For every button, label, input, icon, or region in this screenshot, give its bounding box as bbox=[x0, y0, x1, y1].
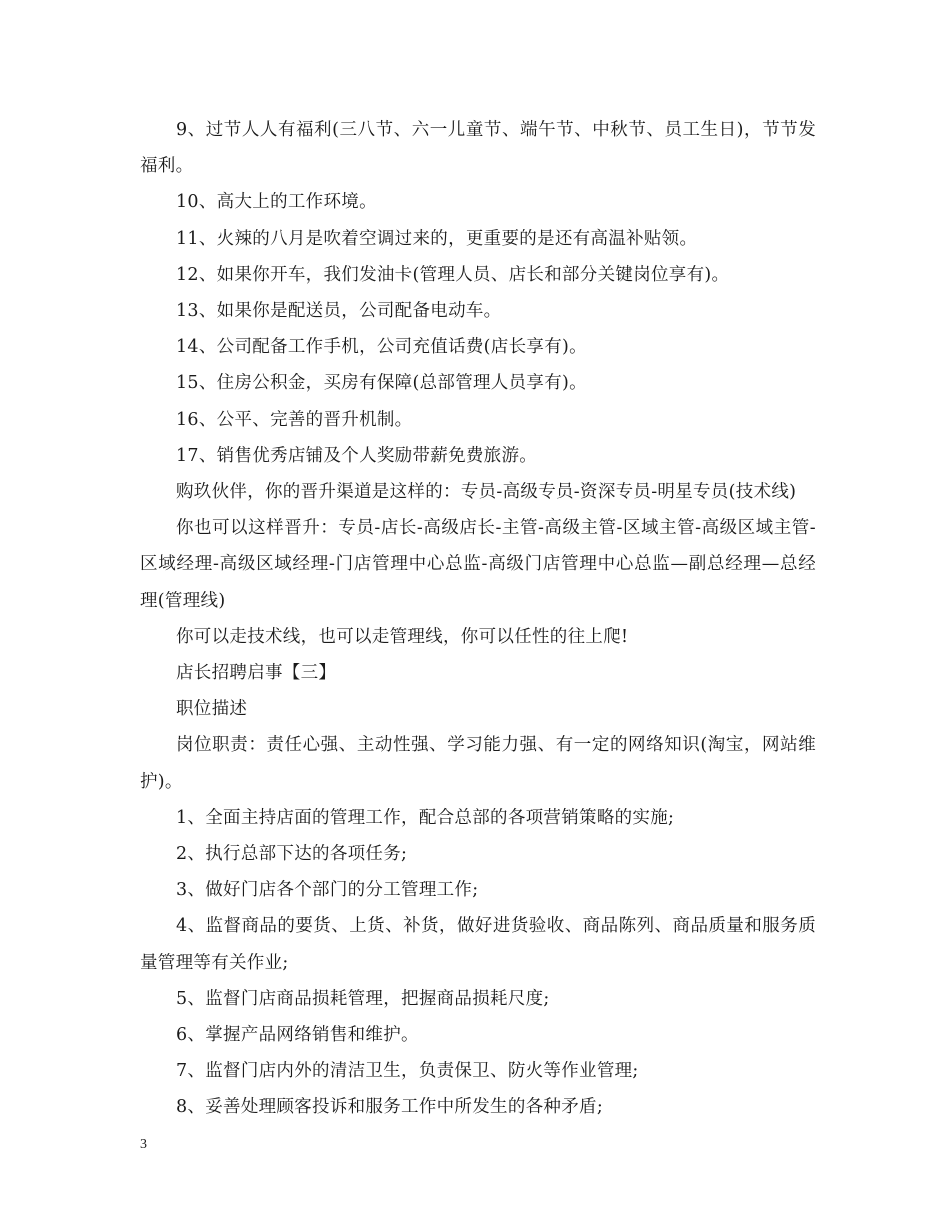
duty-item-6: 6、掌握产品网络销售和维护。 bbox=[176, 1025, 419, 1046]
paragraph-benefit-13: 13、如果你是配送员，公司配备电动车。 bbox=[176, 301, 502, 322]
paragraph-technical-track: 购玖伙伴，你的晋升渠道是这样的：专员-高级专员-资深专员-明星专员(技术线) bbox=[176, 482, 797, 503]
duty-item-1: 1、全面主持店面的管理工作，配合总部的各项营销策略的实施; bbox=[176, 807, 675, 828]
paragraph-benefit-15: 15、住房公积金，买房有保障(总部管理人员享有)。 bbox=[176, 373, 587, 394]
paragraph-benefit-16: 16、公平、完善的晋升机制。 bbox=[176, 409, 413, 430]
duty-item-2: 2、执行总部下达的各项任务; bbox=[176, 844, 408, 865]
document-body bbox=[140, 112, 816, 1126]
paragraph-benefit-9: 9、过节人人有福利(三八节、六一儿童节、端午节、中秋节、员工生日)，节节发福利。 bbox=[140, 120, 816, 177]
paragraph-benefit-12: 12、如果你开车，我们发油卡(管理人员、店长和部分关键岗位享有)。 bbox=[176, 264, 730, 285]
subsection-heading: 职位描述 bbox=[176, 699, 248, 720]
paragraph-benefit-17: 17、销售优秀店铺及个人奖励带薪免费旅游。 bbox=[176, 445, 538, 466]
paragraph-management-track: 你也可以这样晋升：专员-店长-高级店长-主管-高级主管-区域主管-高级区域主管-区域经理-高级区域经理-门店管理中心总监-高级门店管理中心总监—副总经理—总经理(管理线) bbox=[140, 518, 816, 611]
duty-item-5: 5、监督门店商品损耗管理，把握商品损耗尺度; bbox=[176, 988, 550, 1009]
section-heading: 店长招聘启事【三】 bbox=[176, 663, 337, 684]
paragraph-benefit-11: 11、火辣的八月是吹着空调过来的，更重要的是还有高温补贴领。 bbox=[176, 228, 698, 249]
duty-item-4: 4、监督商品的要货、上货、补货，做好进货验收、商品陈列、商品质量和服务质量管理等有关作业; bbox=[140, 916, 816, 973]
duty-item-7: 7、监督门店内外的清洁卫生，负责保卫、防火等作业管理; bbox=[176, 1061, 639, 1082]
duty-item-8: 8、妥善处理顾客投诉和服务工作中所发生的各种矛盾; bbox=[176, 1097, 604, 1118]
paragraph-benefit-14: 14、公司配备工作手机，公司充值话费(店长享有)。 bbox=[176, 337, 587, 358]
page-number: 3 bbox=[140, 1137, 147, 1152]
paragraph-benefit-10: 10、高大上的工作环境。 bbox=[176, 192, 377, 213]
paragraph-career-choice: 你可以走技术线，也可以走管理线，你可以任性的往上爬! bbox=[176, 626, 629, 647]
duty-item-3: 3、做好门店各个部门的分工管理工作; bbox=[176, 880, 479, 901]
paragraph-job-duties: 岗位职责：责任心强、主动性强、学习能力强、有一定的网络知识(淘宝，网站维护)。 bbox=[140, 735, 816, 792]
